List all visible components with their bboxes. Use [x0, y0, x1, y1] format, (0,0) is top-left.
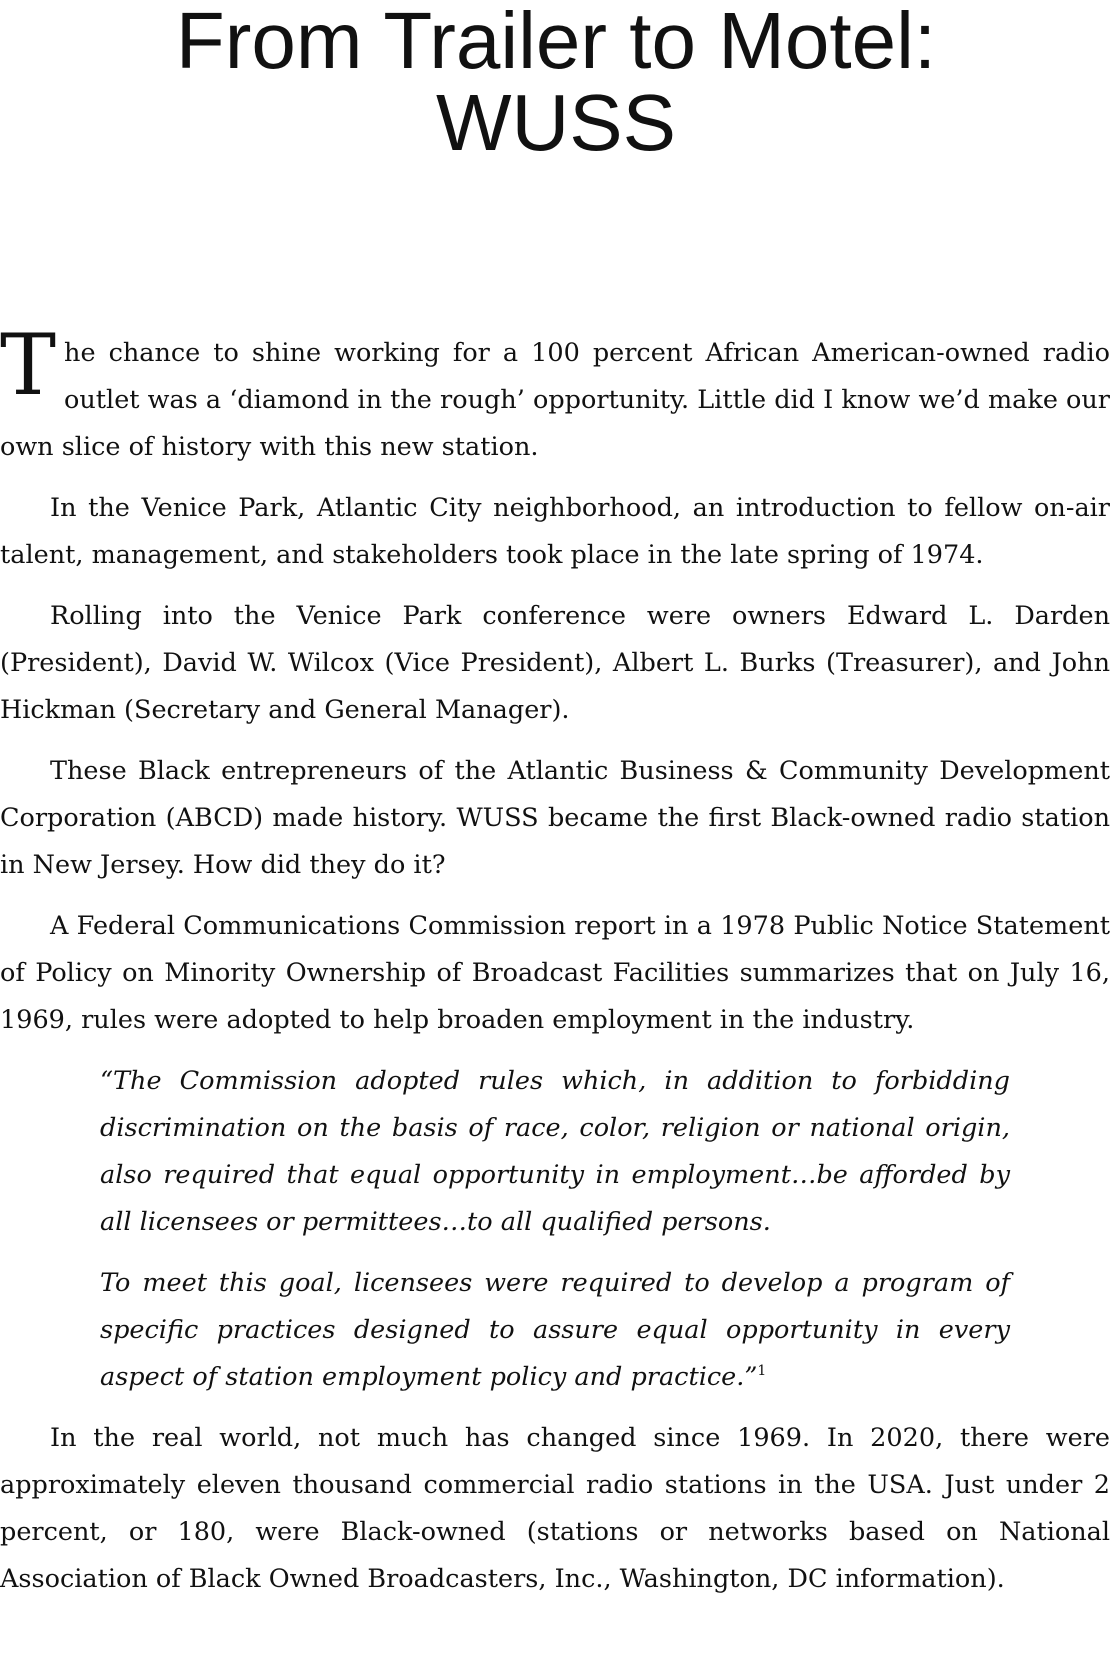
chapter-title-line-2: WUSS [436, 78, 676, 167]
chapter-title-line-1: From Trailer to Motel: [175, 0, 937, 85]
chapter-body [0, 316, 1110, 1617]
quote-paragraph-2-text: To meet this goal, licensees were required to develop a program of specific practices designed to assure equal opportunity in every aspect of station employment policy and practice.” [100, 1268, 1010, 1392]
chapter-title [0, 0, 1112, 167]
paragraph-1-text: he chance to shine working for a 100 percent African American-owned radio outlet was a ‘diamond in the rough’ opportunity. Little did I know we’d make our own slice of history with this new station. [0, 338, 1110, 462]
block-quote [100, 1058, 1010, 1401]
quote-paragraph-2 [100, 1260, 1010, 1401]
paragraph-4: These Black entrepreneurs of the Atlantic Business & Community Development Corporation (ABCD) made history. WUSS became the first Black-owned radio station in New Jersey. How did they do it? [0, 756, 1110, 880]
quote-paragraph-1: “The Commission adopted rules which, in addition to forbidding discrimination on the basis of race, color, religion or national origin, also required that equal opportunity in employment…be afforded by all licensees or permittees…to all qualified persons. [100, 1066, 1010, 1237]
paragraph-3: Rolling into the Venice Park conference were owners Edward L. Darden (President), David W. Wilcox (Vice President), Albert L. Burks (Treasurer), and John Hickman (Secretary and General Manager). [0, 601, 1110, 725]
paragraph-1 [0, 316, 1110, 471]
paragraph-6: In the real world, not much has changed since 1969. In 2020, there were approximately eleven thousand commercial radio stations in the USA. Just under 2 percent, or 180, were Black-owned (stations or networks based on National Association of Black Owned Broadcasters, Inc., Washington, DC information). [0, 1423, 1110, 1594]
paragraph-2: In the Venice Park, Atlantic City neighborhood, an introduction to fellow on-air talent, management, and stakeholders took place in the late spring of 1974. [0, 493, 1110, 570]
footnote-reference[interactable]: 1 [757, 1363, 767, 1379]
paragraph-5: A Federal Communications Commission report in a 1978 Public Notice Statement of Policy on Minority Ownership of Broadcast Facilities summarizes that on July 16, 1969, rules were adopted to help broaden employment in the industry. [0, 911, 1110, 1035]
drop-cap: T [0, 316, 57, 414]
